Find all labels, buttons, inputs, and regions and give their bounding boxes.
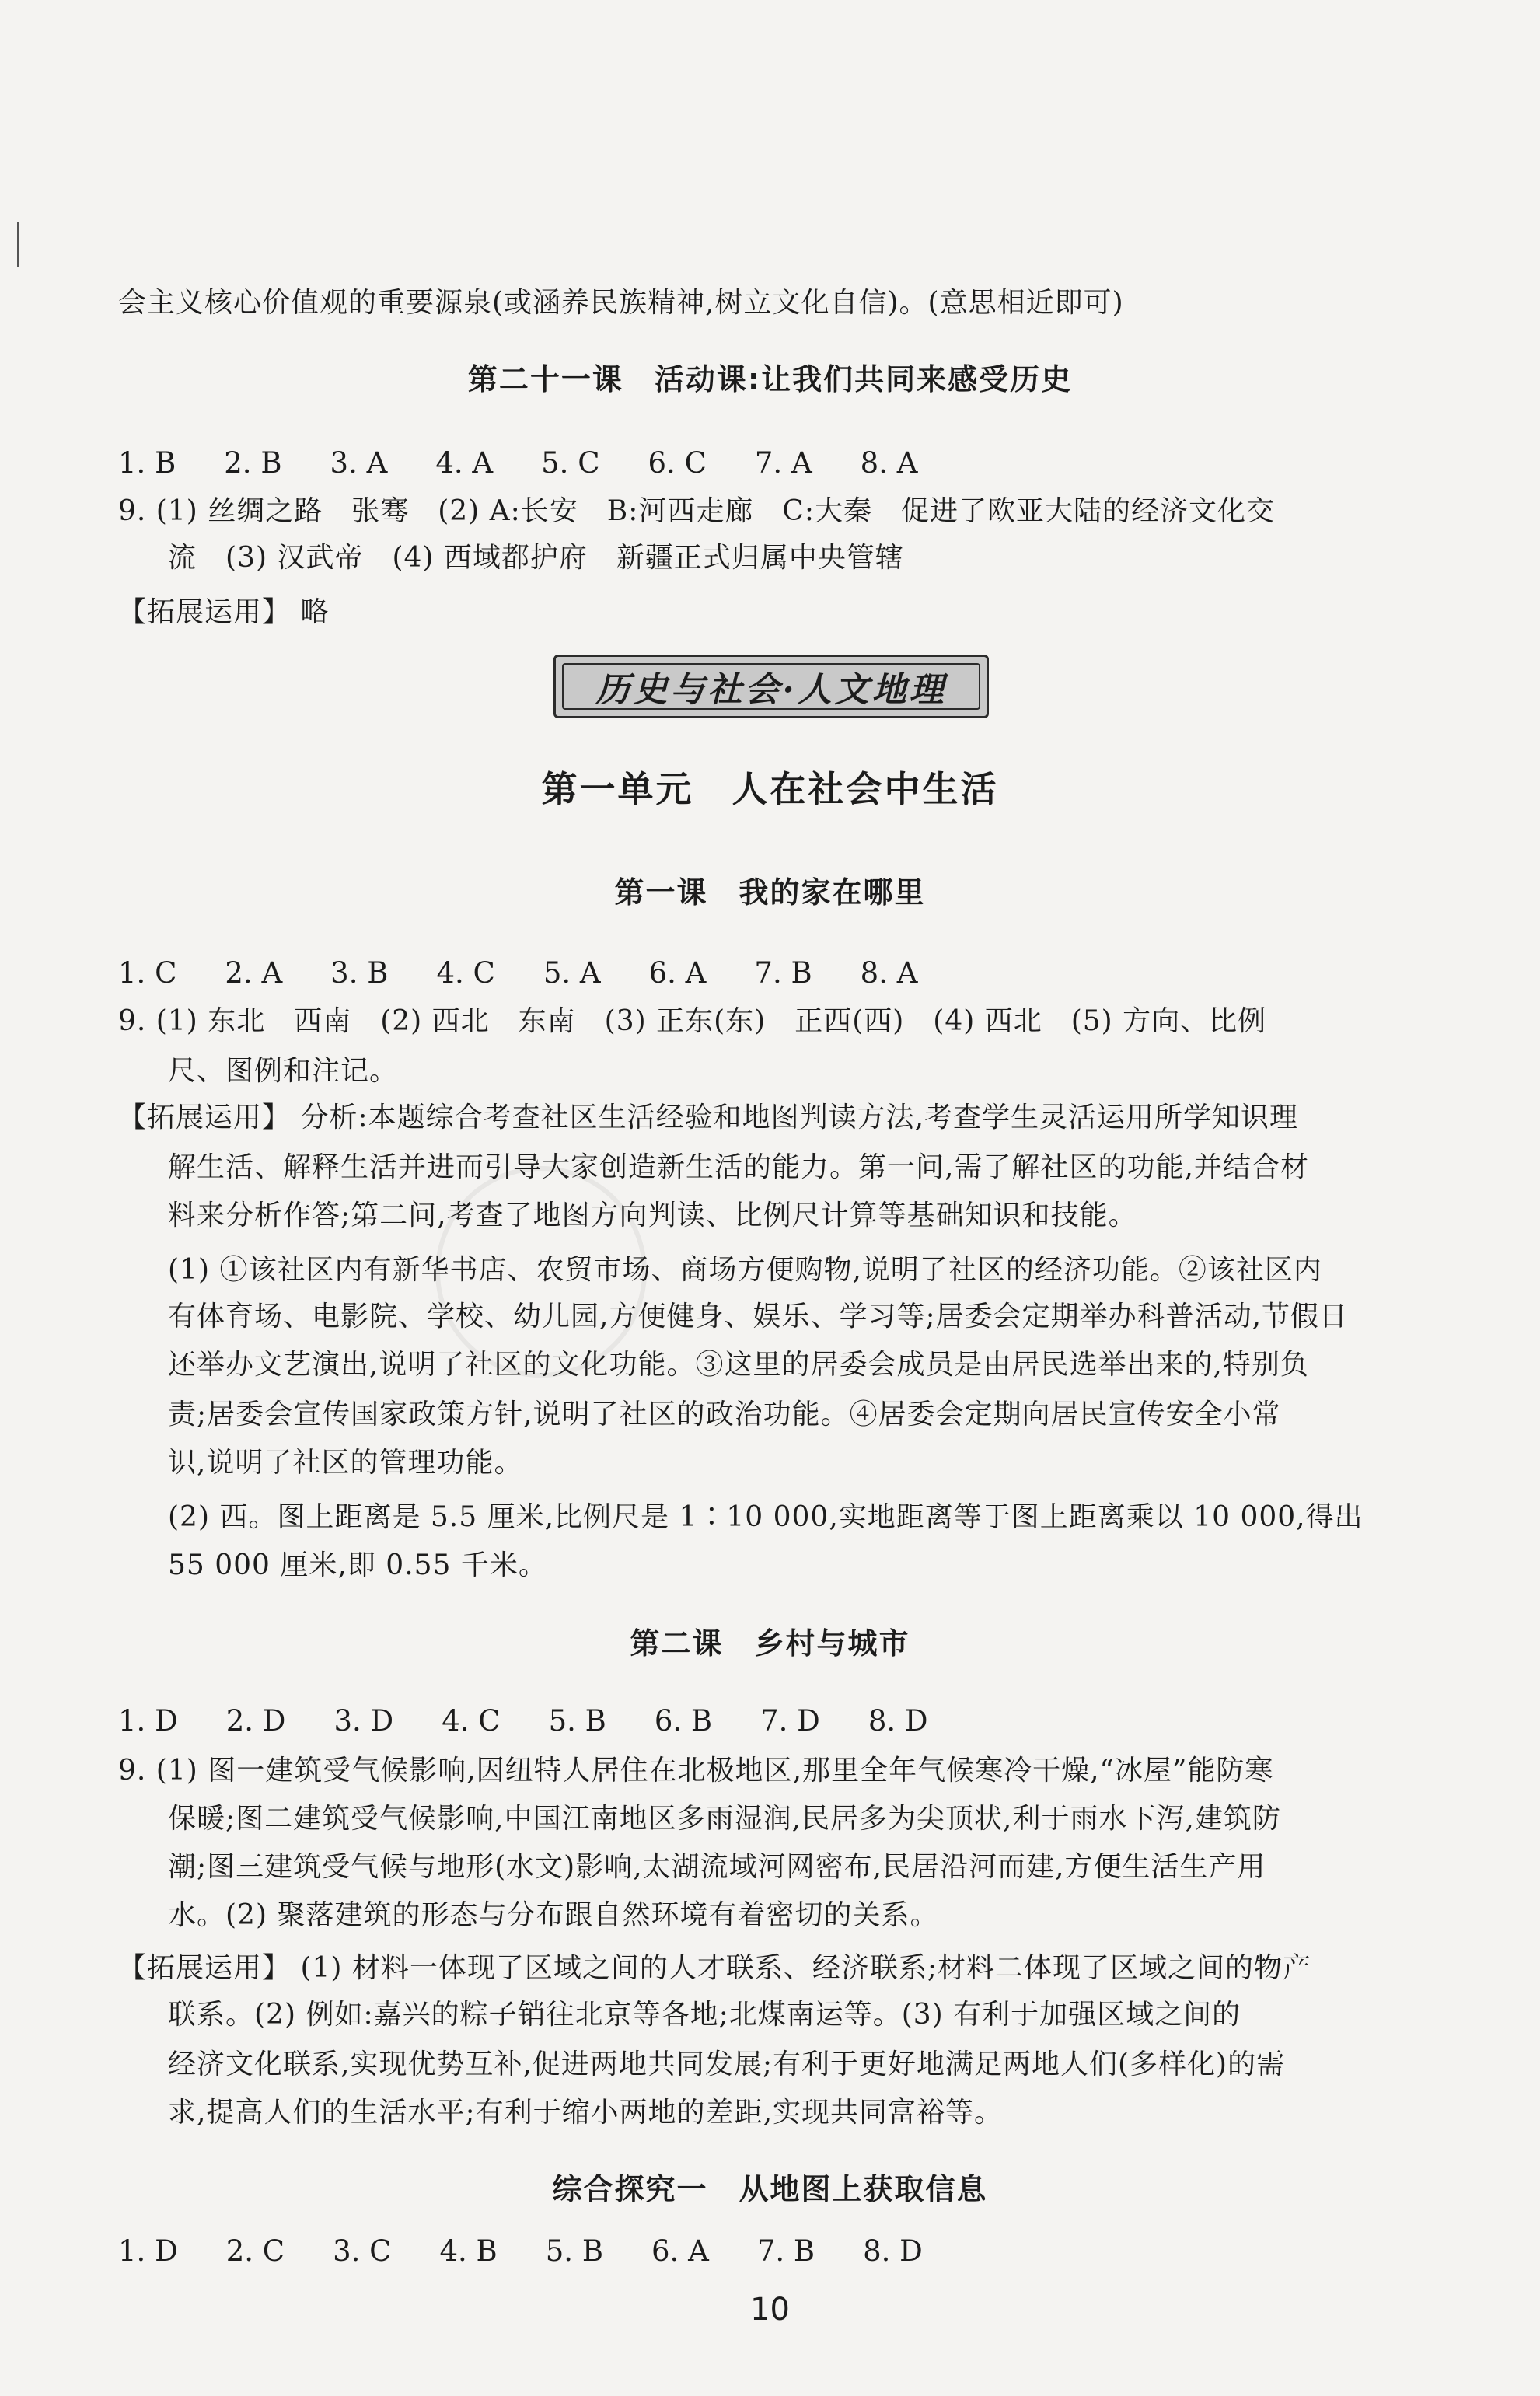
lesson1-part1-line: 责;居委会宣传国家政策方针,说明了社区的政治功能。④居委会定期向居民宣传安全小常 (168, 1399, 1281, 1430)
lesson2-q9-line: 保暖;图二建筑受气候影响,中国江南地区多雨湿润,民居多为尖顶状,利于雨水下泻,建筑防 (168, 1803, 1281, 1835)
inquiry1-answers (118, 2233, 971, 2270)
answer-item: 8. D (863, 2234, 923, 2268)
lesson1-extension-line: 料来分析作答;第二问,考查了地图方向判读、比例尺计算等基础知识和技能。 (168, 1200, 1137, 1231)
lesson2-extension-line: 【拓展运用】 (1) 材料一体现了区域之间的人才联系、经济联系;材料二体现了区域之间的物产 (118, 1952, 1312, 1984)
lesson21-title: 第二十一课 活动课:让我们共同来感受历史 (467, 362, 1073, 396)
lesson2-answers (118, 1703, 976, 1740)
answer-item: 4. B (439, 2234, 498, 2268)
answer-item: 2. C (225, 2234, 285, 2268)
answer-item: 2. B (224, 446, 282, 480)
answer-item: 5. B (545, 2234, 604, 2268)
lesson21-answers (118, 445, 966, 482)
answer-item: 7. D (760, 1704, 820, 1738)
lesson2-extension-line: 求,提高人们的生活水平;有利于缩小两地的差距,实现共同富裕等。 (168, 2097, 1004, 2129)
lesson2-title: 第二课 乡村与城市 (630, 1626, 910, 1661)
answer-item: 1. D (118, 2234, 178, 2268)
continuation-text: 会主义核心价值观的重要源泉(或涵养民族精神,树立文化自信)。(意思相近即可) (118, 287, 1124, 319)
lesson21-q9-line: 9. (1) 丝绸之路 张骞 (2) A:长安 B:河西走廊 C:大秦 促进了欧亚大陆的经济文化交 (118, 495, 1276, 527)
answer-item: 6. A (648, 956, 707, 990)
answer-item: 1. B (118, 446, 176, 480)
answer-item: 6. C (648, 446, 707, 480)
lesson1-title: 第一课 我的家在哪里 (614, 875, 926, 910)
lesson1-part1-line: 识,说明了社区的管理功能。 (168, 1447, 523, 1479)
lesson1-part1-line: (1) ①该社区内有新华书店、农贸市场、商场方便购物,说明了社区的经济功能。②该社区内 (168, 1254, 1322, 1286)
lesson1-part1-line: 有体育场、电影院、学校、幼儿园,方便健身、娱乐、学习等;居委会定期举办科普活动,节假日 (168, 1301, 1349, 1332)
answer-item: 6. A (651, 2234, 709, 2268)
answer-item: 6. B (654, 1704, 713, 1738)
answer-item: 2. D (225, 1704, 286, 1738)
answer-item: 1. D (118, 1704, 178, 1738)
lesson2-q9-line: 9. (1) 图一建筑受气候影响,因纽特人居住在北极地区,那里全年气候寒冷干燥,“冰屋”能防寒 (118, 1755, 1274, 1787)
lesson1-q9-line: 尺、图例和注记。 (168, 1055, 399, 1087)
page-number: 10 (750, 2292, 790, 2328)
answer-item: 8. D (868, 1704, 928, 1738)
section-banner-text: 历史与社会·人文地理 (595, 670, 947, 710)
scan-edge-mark (17, 222, 19, 267)
lesson1-part1-line: 还举办文艺演出,说明了社区的文化功能。③这里的居委会成员是由居民选举出来的,特别负 (168, 1349, 1309, 1381)
lesson1-part2-line: (2) 西。图上距离是 5.5 厘米,比例尺是 1∶10 000,实地距离等于图上距离乘以 10 000,得出 (168, 1501, 1364, 1533)
answer-item: 2. A (225, 956, 283, 990)
lesson2-extension-line: 经济文化联系,实现优势互补,促进两地共同发展;有利于更好地满足两地人们(多样化)的需 (168, 2048, 1286, 2080)
lesson1-q9-line: 9. (1) 东北 西南 (2) 西北 东南 (3) 正东(东) 正西(西) (4) 西北 (5) 方向、比例 (118, 1005, 1267, 1037)
answer-item: 4. C (436, 956, 495, 990)
lesson1-part2-line: 55 000 厘米,即 0.55 千米。 (168, 1549, 547, 1581)
lesson21-q9-line: 流 (3) 汉武帝 (4) 西域都护府 新疆正式归属中央管辖 (168, 542, 904, 574)
inquiry1-title: 综合探究一 从地图上获取信息 (552, 2172, 988, 2206)
answer-item: 3. D (333, 1704, 394, 1738)
lesson2-q9-line: 潮;图三建筑受气候与地形(水文)影响,太湖流域河网密布,民居沿河而建,方便生活生产用 (168, 1851, 1266, 1883)
answer-item: 7. B (756, 2234, 815, 2268)
lesson21-extension: 【拓展运用】 略 (118, 596, 330, 628)
answer-item: 8. A (860, 956, 918, 990)
answer-item: 5. B (548, 1704, 606, 1738)
lesson1-extension-line: 解生活、解释生活并进而引导大家创造新生活的能力。第一问,需了解社区的功能,并结合材 (168, 1151, 1309, 1183)
lesson2-q9-line: 水。(2) 聚落建筑的形态与分布跟自然环境有着密切的关系。 (168, 1899, 939, 1931)
answer-item: 3. B (330, 956, 389, 990)
answer-item: 7. A (754, 446, 812, 480)
answer-item: 1. C (118, 956, 177, 990)
answer-item: 7. B (754, 956, 812, 990)
unit1-title: 第一单元 人在社会中生活 (541, 768, 999, 810)
answer-item: 3. C (333, 2234, 392, 2268)
lesson1-extension-line: 【拓展运用】 分析:本题综合考查社区生活经验和地图判读方法,考查学生灵活运用所学知识理 (118, 1102, 1299, 1133)
lesson1-answers (118, 955, 966, 992)
answer-item: 8. A (860, 446, 918, 480)
answer-item: 4. C (442, 1704, 501, 1738)
answer-item: 3. A (330, 446, 388, 480)
answer-item: 5. A (543, 956, 601, 990)
lesson2-extension-line: 联系。(2) 例如:嘉兴的粽子销往北京等各地;北煤南运等。(3) 有利于加强区域之间的 (168, 1999, 1241, 2031)
section-banner (553, 655, 989, 718)
answer-item: 4. A (435, 446, 494, 480)
answer-item: 5. C (541, 446, 600, 480)
